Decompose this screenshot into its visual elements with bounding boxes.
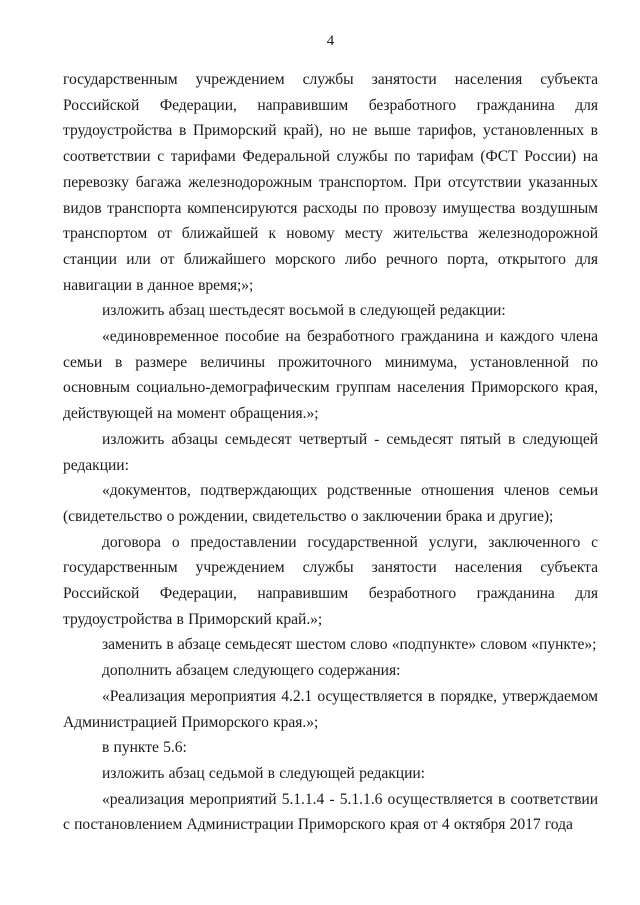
paragraph-amend-68: изложить абзац шестьдесят восьмой в следующей редакции: [102,302,506,320]
paragraph-contract: договора о предоставлении государственной услуги, заключенного с государственным учреждением службы занятости населения субъекта Российской Федерации, направившим безработного гражданина для трудоустройства в Приморский край.»; [63,533,598,628]
page-number: 4 [326,33,335,49]
paragraph-amend-74-75: изложить абзацы семьдесят четвертый - семьдесят пятый в следующей редакции: [63,430,598,474]
paragraph-amend-7: изложить абзац седьмой в следующей редакции: [102,764,425,782]
paragraph-continuation: государственным учреждением службы занятости населения субъекта Российской Федерации, направившим безработного гражданина для трудоустройства в Приморский край), но не выше тарифов, установленных в соответствии с тарифами Федеральной службы по тарифам (ФСТ России) на перевозку багажа железнодорожным транспортом. При отсутствии указанных видов транспорта компенсируются расходы по провозу имущества воздушным транспортом от ближайшей к новому месту жительства железнодорожной станции или от ближайшего морского либо речного порта, открытого для навигации в данное время;»; [63,71,598,294]
paragraph-replace-word: заменить в абзаце семьдесят шестом слово «подпункте» словом «пункте»; [102,636,597,654]
paragraph-add: дополнить абзацем следующего содержания: [102,662,401,680]
paragraph-clause-5-6: в пункте 5.6: [102,739,187,757]
paragraph-documents: «документов, подтверждающих родственные отношения членов семьи (свидетельство о рождении, свидетельство о заключении брака и другие); [63,482,598,525]
paragraph-allowance: «единовременное пособие на безработного гражданина и каждого члена семьи в размере величины прожиточного минимума, установленной по основным социально-демографическим группам населения Приморского края, действующей на момент обращения.»; [63,328,598,423]
paragraph-measure-4-2-1: «Реализация мероприятия 4.2.1 осуществляется в порядке, утверждаемом Администрацией Приморского края.»; [63,687,598,731]
paragraph-measures-5-1-1: «реализация мероприятий 5.1.1.4 - 5.1.1.6 осуществляется в соответствии с постановлением Администрации Приморского края от 4 октября 2017 года [63,790,598,834]
